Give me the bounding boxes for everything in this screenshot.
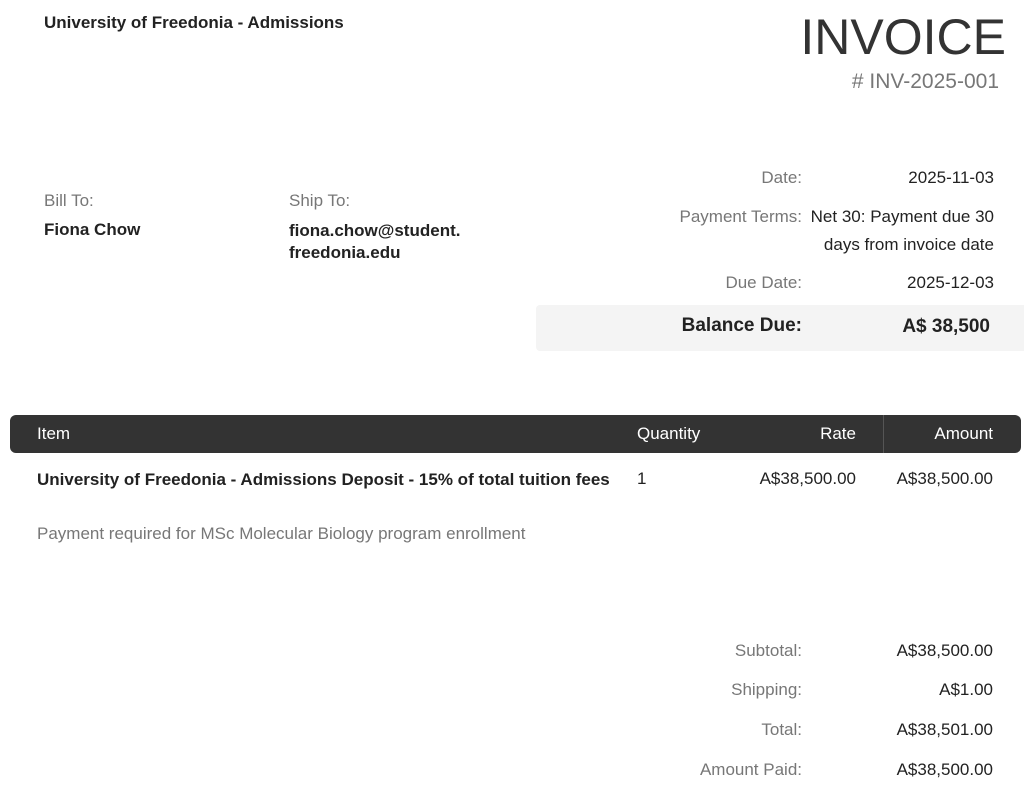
item-rate: A$38,500.00 [759, 469, 856, 488]
ship-to-label: Ship To: [289, 191, 351, 210]
shipping-value: A$1.00 [939, 680, 993, 699]
invoice-title: INVOICE [800, 9, 1006, 65]
column-header-amount: Amount [934, 424, 993, 443]
total-value: A$38,501.00 [896, 720, 993, 739]
header-divider [883, 415, 884, 453]
item-description: Payment required for MSc Molecular Biology program enrollment [37, 524, 526, 543]
total-label: Total: [761, 720, 802, 739]
bill-to-label: Bill To: [44, 191, 94, 210]
items-table-header [10, 415, 1021, 453]
date-label: Date: [761, 168, 802, 187]
item-quantity: 1 [637, 469, 647, 488]
subtotal-label: Subtotal: [734, 641, 802, 660]
amount-paid-label: Amount Paid: [699, 760, 802, 779]
item-amount: A$38,500.00 [896, 469, 993, 488]
payment-terms-label: Payment Terms: [679, 207, 802, 226]
column-header-quantity: Quantity [637, 424, 701, 443]
due-date-label: Due Date: [725, 273, 802, 292]
shipping-label: Shipping: [731, 680, 802, 699]
balance-due-label: Balance Due: [681, 315, 802, 336]
column-header-rate: Rate [820, 424, 856, 443]
due-date-value: 2025-12-03 [907, 273, 994, 292]
total-row [560, 720, 1000, 744]
amount-paid-value: A$38,500.00 [896, 760, 993, 779]
payment-terms-value: Net 30: Payment due 30 days from invoice date [810, 207, 994, 254]
subtotal-value: A$38,500.00 [896, 641, 993, 660]
shipping-row [560, 680, 1000, 704]
subtotal-row [560, 641, 1000, 665]
balance-due-value: A$ 38,500 [902, 316, 990, 337]
invoice-number: # INV-2025-001 [851, 70, 999, 93]
item-title: University of Freedonia - Admissions Deposit - 15% of total tuition fees [37, 470, 610, 489]
ship-to-email [289, 220, 489, 264]
column-header-item: Item [37, 424, 71, 443]
date-value: 2025-11-03 [908, 168, 994, 187]
amount-paid-row [560, 760, 1000, 784]
balance-due-box [536, 305, 1024, 351]
org-name: University of Freedonia - Admissions [44, 13, 344, 32]
ship-to-email-line2: freedonia.edu [289, 243, 401, 262]
ship-to-email-line1: fiona.chow@student. [289, 221, 461, 240]
bill-to-name: Fiona Chow [44, 220, 141, 239]
